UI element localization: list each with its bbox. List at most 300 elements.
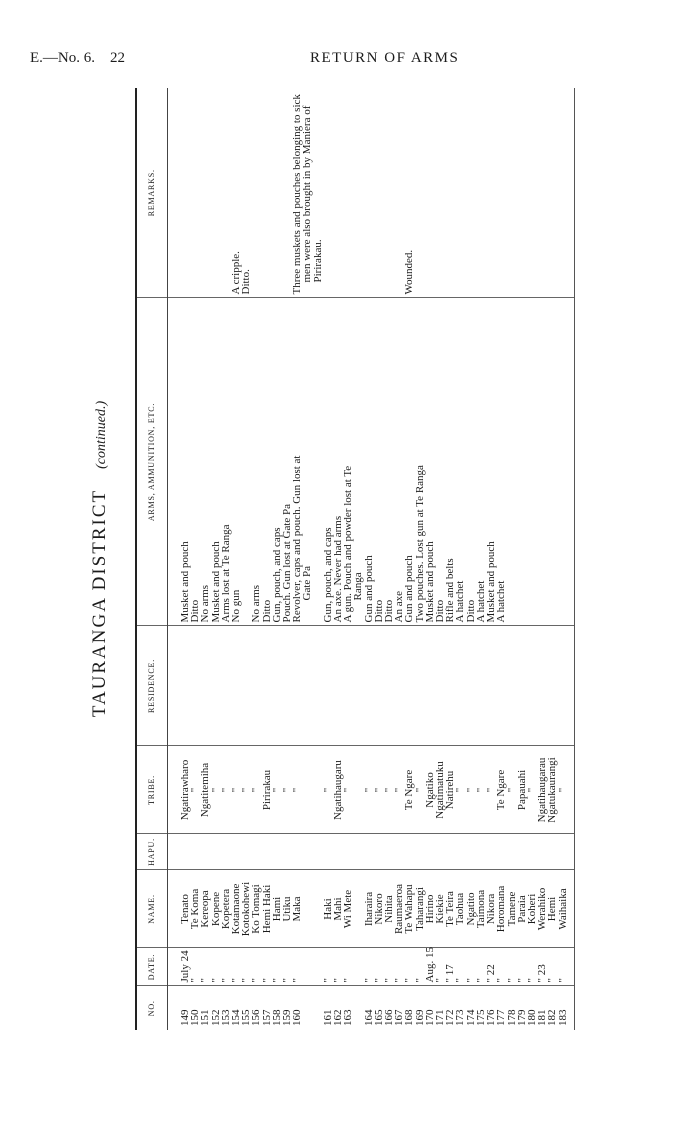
row-hapu — [466, 834, 476, 870]
row-name: Taharangi — [415, 870, 425, 948]
column-header-date: DATE. — [136, 948, 168, 986]
row-date: " 17 — [445, 948, 455, 986]
row-hapu — [262, 834, 272, 870]
arms-line: Ranga — [352, 572, 365, 601]
column-header-no: NO. — [136, 986, 168, 1030]
row-hapu — [231, 834, 241, 870]
row-name: Haki — [323, 870, 333, 948]
row-tribe: Ngatiko — [425, 746, 435, 834]
row-arms — [496, 298, 506, 626]
arms-line: No arms — [250, 584, 263, 623]
row-hapu — [517, 834, 527, 870]
row-date: " 22 — [486, 948, 496, 986]
row-arms — [425, 298, 435, 626]
row-remarks — [251, 88, 261, 298]
row-date: " — [558, 948, 575, 986]
arms-line: Ditto — [464, 599, 477, 623]
table-row — [455, 88, 465, 1030]
arms-line: Ditto — [189, 599, 202, 623]
row-number: 162 — [333, 986, 343, 1030]
table-row — [364, 88, 374, 1030]
row-hapu — [251, 834, 261, 870]
row-name: Ko Tomagi — [251, 870, 261, 948]
arms-line: Revolver, caps and pouch. Gun lost at — [291, 455, 304, 623]
remarks-line: Three muskets and pouches belonging to sick — [291, 94, 304, 295]
table-row — [425, 88, 435, 1030]
row-tribe: " — [190, 746, 200, 834]
row-residence — [168, 626, 191, 746]
row-tribe: Papauahi — [517, 746, 527, 834]
row-date: " 23 — [537, 948, 547, 986]
row-remarks — [272, 88, 282, 298]
remarks-line: A cripple. — [230, 251, 243, 295]
row-arms — [445, 298, 455, 626]
arms-line: Arms lost at Te Ranga — [219, 524, 232, 623]
row-number: 163 — [343, 986, 363, 1030]
row-name: Wi Mete — [343, 870, 363, 948]
remarks-line: Pirirakau. — [311, 239, 324, 283]
column-header-remarks: REMARKS. — [136, 88, 168, 298]
row-residence — [425, 626, 435, 746]
row-arms — [558, 298, 575, 626]
remarks-line: men were also brought in by Maniera of — [301, 105, 314, 283]
row-residence — [486, 626, 496, 746]
row-tribe: Natirehu — [445, 746, 455, 834]
row-remarks — [476, 88, 486, 298]
row-remarks — [486, 88, 496, 298]
arms-line: No gun — [230, 589, 243, 623]
row-date: " — [211, 948, 221, 986]
row-hapu — [241, 834, 251, 870]
row-name: Hemi — [547, 870, 557, 948]
table-row — [558, 88, 575, 1030]
arms-line: Two pouches. Lost gun at Te Ranga — [413, 465, 426, 623]
row-tribe: " — [374, 746, 384, 834]
row-remarks — [364, 88, 374, 298]
row-residence — [262, 626, 272, 746]
row-remarks — [374, 88, 384, 298]
remarks-line: Wounded. — [403, 249, 416, 295]
arms-line: Musket and pouch — [209, 541, 222, 623]
row-name: Te Wahapu — [404, 870, 414, 948]
row-number: 155 — [241, 986, 251, 1030]
row-hapu — [343, 834, 363, 870]
row-remarks — [323, 88, 333, 298]
row-date: " — [435, 948, 445, 986]
row-number: 182 — [547, 986, 557, 1030]
row-residence — [190, 626, 200, 746]
row-hapu — [527, 834, 537, 870]
row-residence — [455, 626, 465, 746]
row-tribe: " — [558, 746, 575, 834]
row-remarks — [168, 88, 191, 298]
table-row — [517, 88, 527, 1030]
row-number: 183 — [558, 986, 575, 1030]
row-tribe: Ngatimatuku — [435, 746, 445, 834]
rotated-table-block — [89, 88, 661, 1030]
row-hapu — [455, 834, 465, 870]
table-row — [537, 88, 547, 1030]
row-remarks — [292, 88, 323, 298]
row-hapu — [364, 834, 374, 870]
row-residence — [517, 626, 527, 746]
row-remarks — [466, 88, 476, 298]
row-remarks — [558, 88, 575, 298]
row-residence — [343, 626, 363, 746]
row-tribe: Ngatirawharo — [168, 746, 191, 834]
row-hapu — [200, 834, 210, 870]
row-number: 164 — [364, 986, 374, 1030]
row-tribe: " — [221, 746, 231, 834]
row-arms — [517, 298, 527, 626]
row-residence — [547, 626, 557, 746]
row-date: " — [455, 948, 465, 986]
row-arms — [374, 298, 384, 626]
column-header-residence: RESIDENCE. — [136, 626, 168, 746]
arms-line: Gun and pouch — [403, 555, 416, 623]
row-number: 172 — [445, 986, 455, 1030]
row-residence — [558, 626, 575, 746]
row-date: " — [221, 948, 231, 986]
arms-line: Ditto — [434, 599, 447, 623]
arms-line: Gun, pouch, and caps — [321, 527, 334, 623]
row-tribe: " — [455, 746, 465, 834]
row-hapu — [221, 834, 231, 870]
arms-line: Ditto — [383, 599, 396, 623]
row-date: " — [231, 948, 241, 986]
row-residence — [507, 626, 517, 746]
row-remarks — [425, 88, 435, 298]
row-hapu — [211, 834, 221, 870]
row-tribe: Ngatitemiha — [200, 746, 210, 834]
row-hapu — [374, 834, 384, 870]
row-date: " — [496, 948, 506, 986]
row-hapu — [292, 834, 323, 870]
row-name: Utiku — [282, 870, 292, 948]
row-remarks — [415, 88, 425, 298]
row-date: " — [272, 948, 282, 986]
row-remarks — [333, 88, 343, 298]
row-arms — [343, 298, 363, 626]
row-hapu — [415, 834, 425, 870]
row-date: " — [374, 948, 384, 986]
row-residence — [292, 626, 323, 746]
arms-line: A hatchet — [474, 580, 487, 623]
arms-line: An axe — [393, 591, 406, 623]
row-date: " — [323, 948, 333, 986]
arms-line: A hatchet — [495, 580, 508, 623]
row-date: " — [466, 948, 476, 986]
row-name: Horomana — [496, 870, 506, 948]
table-row — [466, 88, 476, 1030]
district-title: TAURANGA DISTRICT — [89, 489, 110, 718]
row-name: Kiekie — [435, 870, 445, 948]
arms-line: A hatchet — [454, 580, 467, 623]
arms-line: Musket and pouch — [423, 541, 436, 623]
row-tribe: " — [292, 746, 323, 834]
row-residence — [333, 626, 343, 746]
column-header-hapu: HAPU. — [136, 834, 168, 870]
row-tribe: Pirirakau — [262, 746, 272, 834]
column-header-tribe: TRIBE. — [136, 746, 168, 834]
row-number: 175 — [476, 986, 486, 1030]
row-remarks — [455, 88, 465, 298]
row-tribe: " — [323, 746, 333, 834]
row-hapu — [272, 834, 282, 870]
row-arms — [221, 298, 231, 626]
row-name: Mahi — [333, 870, 343, 948]
row-date: " — [394, 948, 404, 986]
row-date: July 24 — [168, 948, 191, 986]
row-residence — [282, 626, 292, 746]
row-number: 167 — [394, 986, 404, 1030]
row-arms — [547, 298, 557, 626]
row-number: 173 — [455, 986, 465, 1030]
row-date: " — [333, 948, 343, 986]
remarks-line: Ditto. — [240, 269, 253, 295]
row-arms — [486, 298, 496, 626]
table-row — [496, 88, 506, 1030]
row-hapu — [496, 834, 506, 870]
arms-line: Musket and pouch — [485, 541, 498, 623]
row-number: 170 — [425, 986, 435, 1030]
row-arms — [231, 298, 241, 626]
row-number: 179 — [517, 986, 527, 1030]
row-hapu — [394, 834, 404, 870]
row-residence — [404, 626, 414, 746]
row-hapu — [323, 834, 333, 870]
row-tribe: " — [211, 746, 221, 834]
row-date: " — [507, 948, 517, 986]
row-hapu — [486, 834, 496, 870]
row-hapu — [476, 834, 486, 870]
row-name: Waihaika — [558, 870, 575, 948]
row-residence — [445, 626, 455, 746]
row-number: 153 — [221, 986, 231, 1030]
row-date: " — [262, 948, 272, 986]
row-name: Te Koma — [190, 870, 200, 948]
row-name: Taimona — [476, 870, 486, 948]
row-number: 158 — [272, 986, 282, 1030]
table-row — [547, 88, 557, 1030]
row-residence — [221, 626, 231, 746]
row-name: Hirino — [425, 870, 435, 948]
row-name: Hemi Haki — [262, 870, 272, 948]
arms-line: Pouch. Gun lost at Gate Pa — [281, 503, 294, 623]
row-residence — [435, 626, 445, 746]
row-number: 176 — [486, 986, 496, 1030]
district-heading — [89, 88, 111, 1030]
row-residence — [211, 626, 221, 746]
row-name: Tamene — [507, 870, 517, 948]
page-number: 22 — [110, 50, 125, 66]
row-name: Kopene — [211, 870, 221, 948]
table-row — [507, 88, 517, 1030]
row-residence — [476, 626, 486, 746]
arms-line: No arms — [199, 584, 212, 623]
row-tribe: " — [394, 746, 404, 834]
row-tribe: " — [282, 746, 292, 834]
row-number: 154 — [231, 986, 241, 1030]
row-date: " — [384, 948, 394, 986]
row-hapu — [190, 834, 200, 870]
row-number: 149 — [168, 986, 191, 1030]
row-remarks — [211, 88, 221, 298]
arms-line: Gun and pouch — [362, 555, 375, 623]
row-arms — [455, 298, 465, 626]
row-number: 169 — [415, 986, 425, 1030]
row-hapu — [445, 834, 455, 870]
row-name: Te Teira — [445, 870, 455, 948]
arms-line: Ditto — [372, 599, 385, 623]
row-remarks — [517, 88, 527, 298]
row-number: 159 — [282, 986, 292, 1030]
row-tribe: " — [231, 746, 241, 834]
arms-line: Gate Pa — [301, 565, 314, 601]
row-arms — [384, 298, 394, 626]
column-header-name: NAME. — [136, 870, 168, 948]
row-tribe: " — [384, 746, 394, 834]
row-name: Kotokohewi — [241, 870, 251, 948]
row-date: " — [547, 948, 557, 986]
row-arms — [466, 298, 476, 626]
row-remarks — [200, 88, 210, 298]
continued-label: (continued.) — [94, 400, 109, 469]
row-number: 166 — [384, 986, 394, 1030]
row-hapu — [537, 834, 547, 870]
row-arms — [190, 298, 200, 626]
row-arms — [168, 298, 191, 626]
table-body — [168, 88, 575, 1030]
row-name: Kereopa — [200, 870, 210, 948]
row-residence — [496, 626, 506, 746]
row-arms — [251, 298, 261, 626]
row-remarks — [496, 88, 506, 298]
row-tribe: Te Ngare — [404, 746, 414, 834]
row-remarks — [507, 88, 517, 298]
row-remarks — [231, 88, 241, 298]
arms-line: Ditto — [260, 599, 273, 623]
row-tribe: " — [251, 746, 261, 834]
row-number: 181 — [537, 986, 547, 1030]
row-residence — [241, 626, 251, 746]
row-date: " — [364, 948, 374, 986]
column-header-arms: ARMS, AMMUNITION, ETC. — [136, 298, 168, 626]
row-number: 152 — [211, 986, 221, 1030]
row-date: " — [343, 948, 363, 986]
row-hapu — [333, 834, 343, 870]
row-residence — [251, 626, 261, 746]
row-date: " — [517, 948, 527, 986]
row-number: 161 — [323, 986, 333, 1030]
row-tribe: " — [364, 746, 374, 834]
arms-line: An axe. Never had arms — [332, 515, 345, 623]
row-tribe: " — [466, 746, 476, 834]
row-hapu — [384, 834, 394, 870]
row-date: " — [415, 948, 425, 986]
row-residence — [527, 626, 537, 746]
row-residence — [231, 626, 241, 746]
row-residence — [415, 626, 425, 746]
row-number: 150 — [190, 986, 200, 1030]
row-date: Aug. 15 — [425, 948, 435, 986]
row-tribe: " — [415, 746, 425, 834]
header-row — [136, 88, 168, 1030]
running-title: RETURN OF ARMS — [310, 50, 460, 66]
row-date: " — [282, 948, 292, 986]
row-name: Taohua — [455, 870, 465, 948]
table-row — [374, 88, 384, 1030]
row-name: Hami — [272, 870, 282, 948]
row-number: 160 — [292, 986, 323, 1030]
row-name: Raumaeroa — [394, 870, 404, 948]
row-arms — [527, 298, 537, 626]
row-name: Werahiko — [537, 870, 547, 948]
row-number: 178 — [507, 986, 517, 1030]
row-residence — [323, 626, 333, 746]
row-date: " — [476, 948, 486, 986]
row-remarks — [190, 88, 200, 298]
table-row — [445, 88, 455, 1030]
row-tribe: " — [272, 746, 282, 834]
return-of-arms-table — [135, 88, 575, 1030]
row-name: Tenato — [168, 870, 191, 948]
row-arms — [507, 298, 517, 626]
row-name: Ngatito — [466, 870, 476, 948]
row-hapu — [168, 834, 191, 870]
row-remarks — [262, 88, 272, 298]
row-hapu — [282, 834, 292, 870]
row-date: " — [241, 948, 251, 986]
row-tribe: Ngatihaugarau — [537, 746, 547, 834]
row-residence — [466, 626, 476, 746]
row-hapu — [435, 834, 445, 870]
row-date: " — [292, 948, 323, 986]
row-hapu — [547, 834, 557, 870]
row-name: Nikoro — [374, 870, 384, 948]
row-tribe: " — [241, 746, 251, 834]
row-hapu — [507, 834, 517, 870]
row-residence — [394, 626, 404, 746]
row-remarks — [537, 88, 547, 298]
row-number: 177 — [496, 986, 506, 1030]
row-date: " — [190, 948, 200, 986]
row-tribe: " — [486, 746, 496, 834]
table-row — [292, 88, 323, 1030]
row-name: Nihita — [384, 870, 394, 948]
row-number: 171 — [435, 986, 445, 1030]
document-reference: E.—No. 6. — [30, 50, 95, 66]
row-remarks — [445, 88, 455, 298]
row-residence — [364, 626, 374, 746]
row-name: Iharaira — [364, 870, 374, 948]
row-date: " — [404, 948, 414, 986]
table-row — [190, 88, 200, 1030]
row-tribe: Ngatukaurangi — [547, 746, 557, 834]
row-number: 168 — [404, 986, 414, 1030]
row-name: Kopetera — [221, 870, 231, 948]
row-number: 174 — [466, 986, 476, 1030]
row-name: Paraia — [517, 870, 527, 948]
row-date: " — [527, 948, 537, 986]
row-number: 180 — [527, 986, 537, 1030]
row-hapu — [558, 834, 575, 870]
row-tribe: Ngatihaugaru — [333, 746, 343, 834]
row-name: Nikora — [486, 870, 496, 948]
row-remarks — [404, 88, 414, 298]
row-residence — [200, 626, 210, 746]
row-tribe: " — [476, 746, 486, 834]
